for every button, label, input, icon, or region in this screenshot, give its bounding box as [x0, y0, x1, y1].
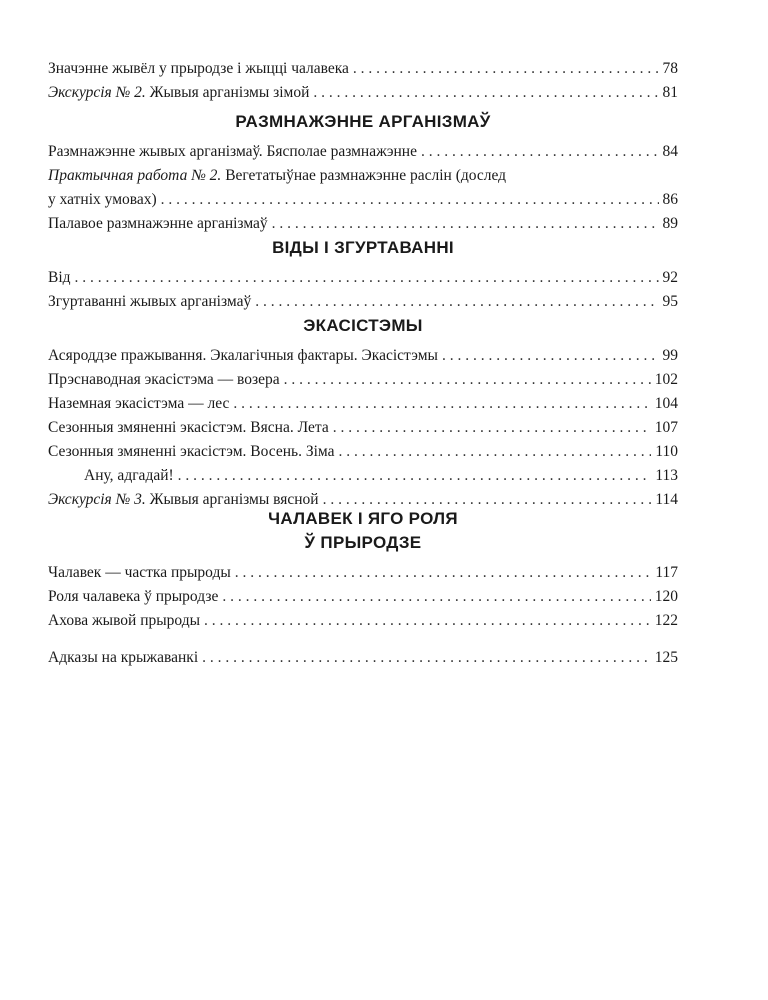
dot-leader	[339, 440, 652, 464]
toc-entry[interactable]	[48, 609, 678, 633]
entry-prefix: Экскурсія № 3.	[48, 491, 146, 508]
toc-entry[interactable]	[48, 81, 678, 105]
toc-entry[interactable]	[48, 57, 678, 81]
dot-leader	[255, 290, 658, 314]
toc-entry[interactable]	[48, 416, 678, 440]
entry-title: Згуртаванні жывых арганізмаў	[48, 293, 252, 310]
dot-leader	[333, 416, 651, 440]
entry-title: Ахова жывой прыроды	[48, 612, 201, 629]
entry-title: Наземная экасістэма — лес	[48, 395, 230, 412]
page-number: 122	[654, 612, 678, 629]
dot-leader	[284, 368, 651, 392]
entry-continuation	[48, 188, 678, 212]
dot-leader	[204, 609, 651, 633]
dot-leader	[202, 646, 651, 670]
toc-section	[48, 236, 678, 314]
page-number: 117	[655, 564, 678, 581]
toc-entry[interactable]	[48, 140, 678, 164]
dot-leader	[178, 464, 652, 488]
entry-title: Значэнне жывёл у прыродзе і жыцці чалавека	[48, 60, 349, 77]
dot-leader	[353, 57, 659, 81]
page-number: 84	[662, 143, 678, 160]
page-number: 102	[654, 371, 678, 388]
entry-title: Асяроддзе пражывання. Экалагічныя фактары. Экасістэмы	[48, 347, 438, 364]
dot-leader	[75, 266, 659, 290]
page-number: 99	[662, 347, 678, 364]
section-heading: ВІДЫ І ЗГУРТАВАННІ	[272, 238, 454, 257]
toc-section	[48, 110, 678, 236]
page-number: 107	[654, 419, 678, 436]
page-number: 104	[654, 395, 678, 412]
dot-leader	[222, 585, 650, 609]
entry-title: Ану, адгадай!	[84, 467, 174, 484]
entry-prefix: Практычная работа № 2.	[48, 167, 222, 184]
dot-leader	[161, 188, 659, 212]
toc-entry[interactable]	[48, 164, 678, 212]
dot-leader	[313, 81, 658, 105]
page-number: 86	[662, 191, 678, 208]
section-heading: ЧАЛАВЕК І ЯГО РОЛЯ	[268, 509, 458, 528]
entry-title: Від	[48, 269, 71, 286]
page-number: 120	[654, 588, 678, 605]
toc-entry[interactable]	[48, 344, 678, 368]
entry-title: Чалавек — частка прыроды	[48, 564, 231, 581]
toc-entry[interactable]	[48, 392, 678, 416]
page-number: 89	[662, 215, 678, 232]
page-number: 113	[655, 467, 678, 484]
dot-leader	[272, 212, 659, 236]
toc-entry[interactable]	[48, 290, 678, 314]
entry-title	[48, 81, 309, 105]
section-heading-line2: Ў ПРЫРОДЗЕ	[304, 533, 422, 552]
page-number: 110	[655, 443, 678, 460]
section-heading: РАЗМНАЖЭННЕ АРГАНІЗМАЎ	[235, 112, 491, 131]
entry-title-line2: у хатніх умовах)	[48, 191, 157, 208]
toc-entry[interactable]	[48, 646, 678, 670]
entry-title: Прэснаводная экасістэма — возера	[48, 371, 280, 388]
toc-section	[48, 646, 678, 670]
page-number: 95	[662, 293, 678, 310]
section-heading: ЭКАСІСТЭМЫ	[303, 316, 423, 335]
dot-leader	[233, 392, 650, 416]
entry-title: Сезонныя змяненні экасістэм. Восень. Зіма	[48, 443, 335, 460]
page-number: 92	[662, 269, 678, 286]
toc-entry[interactable]	[48, 464, 678, 488]
entry-title: Палавое размнажэнне арганізмаў	[48, 215, 268, 232]
dot-leader	[442, 344, 659, 368]
toc-section	[48, 507, 678, 633]
page-number: 125	[654, 649, 678, 666]
entry-title-line1	[48, 164, 678, 188]
toc-section	[48, 57, 678, 105]
dot-leader	[421, 140, 659, 164]
entry-title: Размнажэнне жывых арганізмаў. Бясполае размнажэнне	[48, 143, 417, 160]
entry-prefix: Экскурсія № 2.	[48, 84, 146, 101]
toc-entry[interactable]	[48, 561, 678, 585]
toc-entry[interactable]	[48, 440, 678, 464]
toc-entry[interactable]	[48, 266, 678, 290]
entry-title-rest: Вегетатыўнае размнажэнне раслін (дослед	[221, 167, 507, 184]
entry-title: Сезонныя змяненні экасістэм. Вясна. Лета	[48, 419, 329, 436]
entry-title-rest: Жывыя арганізмы зімой	[145, 84, 310, 101]
page-number: 114	[655, 491, 678, 508]
entry-title: Роля чалавека ў прыродзе	[48, 588, 219, 605]
entry-title-rest: Жывыя арганізмы вясной	[145, 491, 319, 508]
dot-leader	[235, 561, 652, 585]
entry-title: Адказы на крыжаванкі	[48, 649, 199, 666]
toc-entry[interactable]	[48, 212, 678, 236]
page-number: 81	[662, 84, 678, 101]
toc-entry[interactable]	[48, 368, 678, 392]
toc-section	[48, 314, 678, 512]
toc-entry[interactable]	[48, 585, 678, 609]
page-number: 78	[662, 60, 678, 77]
